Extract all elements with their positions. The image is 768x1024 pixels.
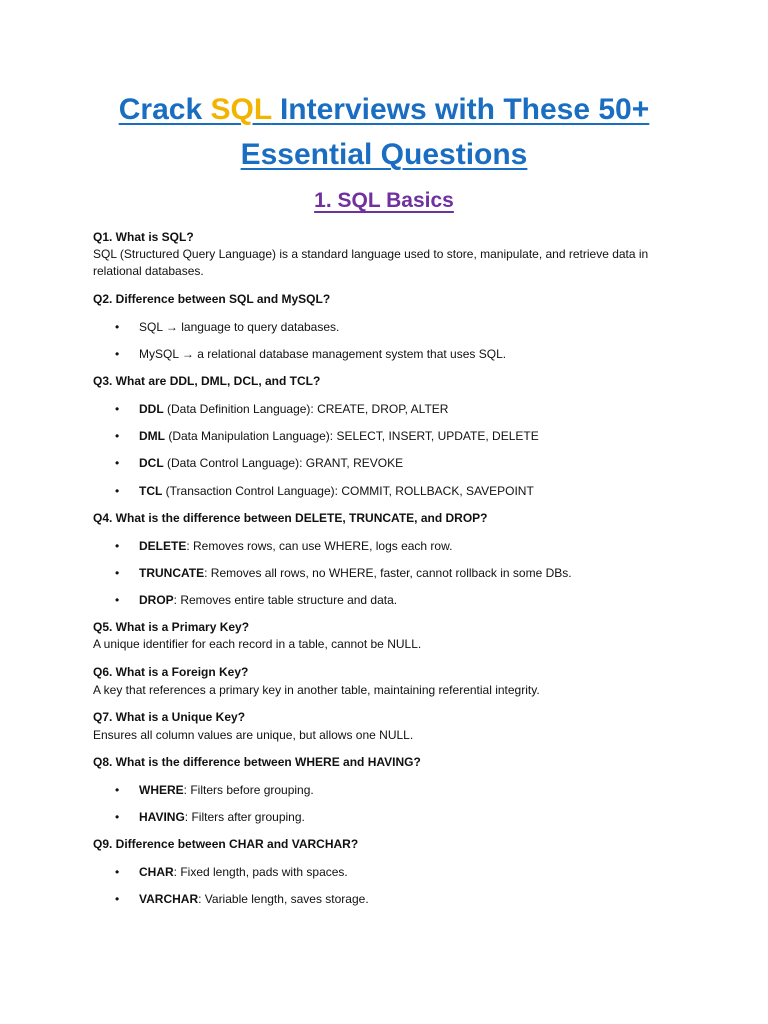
question-heading: Q3. What are DDL, DML, DCL, and TCL? xyxy=(93,374,321,388)
question-heading: Q2. Difference between SQL and MySQL? xyxy=(93,292,331,306)
list-item: • DML (Data Manipulation Language): SELECT, INSERT, UPDATE, DELETE xyxy=(115,429,539,443)
list-item: • SQL → language to query databases. xyxy=(115,320,340,334)
question-heading: Q4. What is the difference between DELETE, TRUNCATE, and DROP? xyxy=(93,511,488,525)
answer-text: A unique identifier for each record in a table, cannot be NULL. xyxy=(93,637,422,651)
question-heading: Q6. What is a Foreign Key? xyxy=(93,665,249,679)
list-item: • WHERE: Filters before grouping. xyxy=(115,783,314,797)
list-item: • DCL (Data Control Language): GRANT, REVOKE xyxy=(115,456,404,470)
section-heading: 1. SQL Basics xyxy=(314,189,454,212)
list-item: • TRUNCATE: Removes all rows, no WHERE, faster, cannot rollback in some DBs. xyxy=(115,566,572,580)
list-item: • TCL (Transaction Control Language): COMMIT, ROLLBACK, SAVEPOINT xyxy=(115,484,534,498)
page-title-line-2: Essential Questions xyxy=(240,138,528,171)
list-item: • DELETE: Removes rows, can use WHERE, logs each row. xyxy=(115,539,453,553)
list-item: • VARCHAR: Variable length, saves storage. xyxy=(115,892,369,906)
title-accent-sql: SQL xyxy=(210,93,272,126)
list-item: • MySQL → a relational database management system that uses SQL. xyxy=(115,347,507,361)
answer-text: Ensures all column values are unique, but allows one NULL. xyxy=(93,728,414,742)
answer-text: A key that references a primary key in another table, maintaining referential integrity. xyxy=(93,683,540,697)
page-title-line-1: Crack SQL Interviews with These 50+ xyxy=(118,93,650,126)
question-heading: Q7. What is a Unique Key? xyxy=(93,710,246,724)
list-item: • HAVING: Filters after grouping. xyxy=(115,810,305,824)
question-heading: Q5. What is a Primary Key? xyxy=(93,620,250,634)
list-item: • DROP: Removes entire table structure and data. xyxy=(115,593,398,607)
question-heading: Q9. Difference between CHAR and VARCHAR? xyxy=(93,837,359,851)
question-heading: Q8. What is the difference between WHERE and HAVING? xyxy=(93,755,421,769)
question-heading: Q1. What is SQL? xyxy=(93,230,194,244)
answer-text: SQL (Structured Query Language) is a standard language used to store, manipulate, and retrieve data in relational databases. xyxy=(93,247,649,278)
list-item: • CHAR: Fixed length, pads with spaces. xyxy=(115,865,348,879)
list-item: • DDL (Data Definition Language): CREATE, DROP, ALTER xyxy=(115,402,449,416)
